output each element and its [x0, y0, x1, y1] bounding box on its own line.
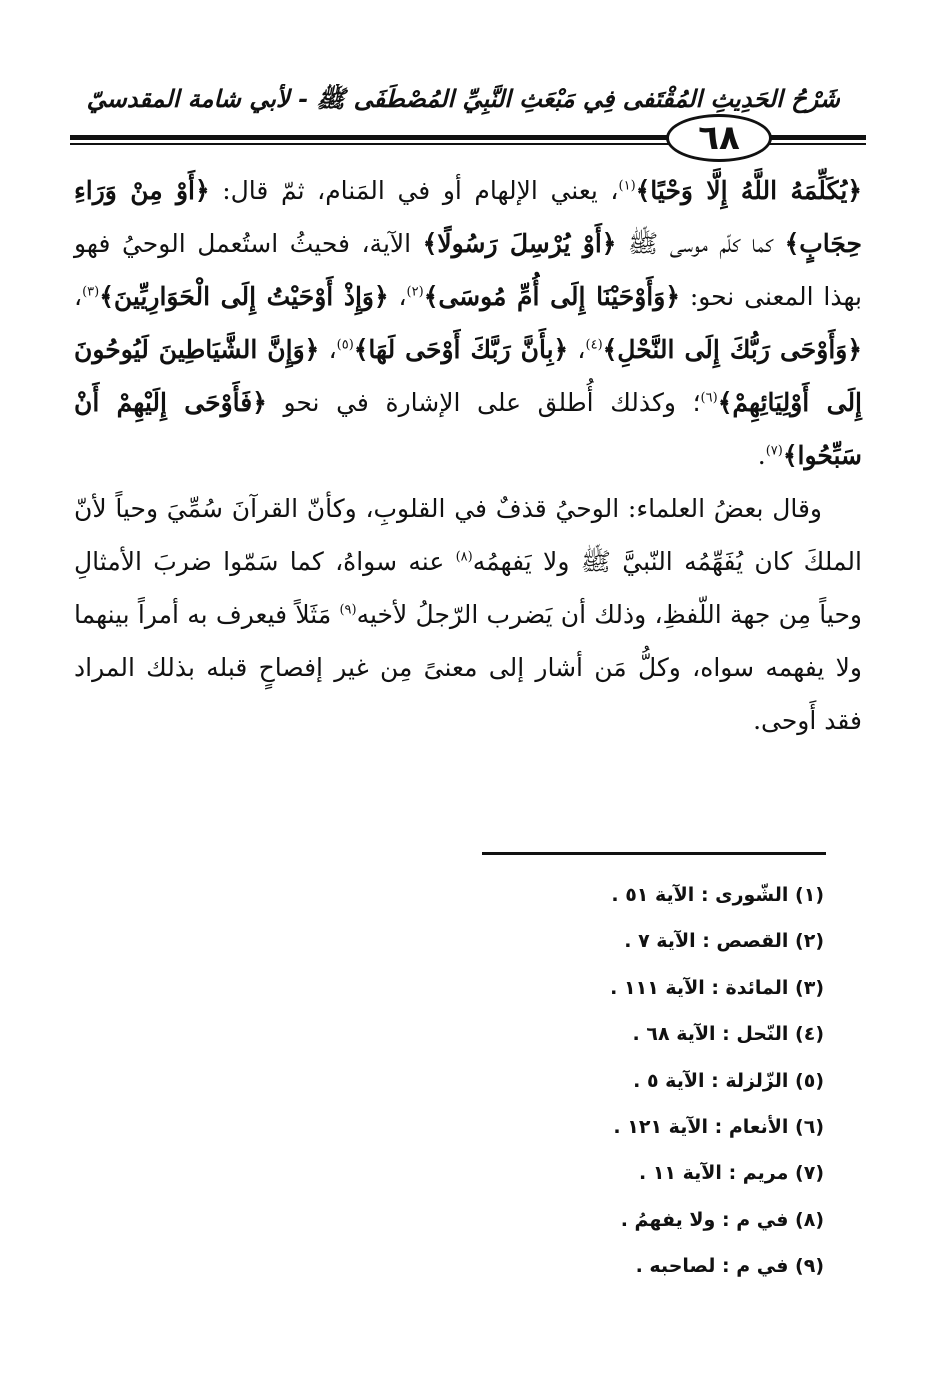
quran-verse: ﴿وَإِذْ أَوْحَيْتُ إِلَى الْحَوَارِيِّينَ﴾ [99, 282, 389, 311]
footnote-ref: (٧) [765, 443, 783, 459]
quran-verse: ﴿وَأَوْحَيْنَا إِلَى أُمِّ مُوسَى﴾ [423, 282, 680, 311]
text-run: مَثَلاً فيعرف به أمراً بينهما ولا يفهمه سواه، وكلُّ مَن أشار إلى معنىً مِن غير إفصاحٍ قبله بذلك المراد فقد أَوحى. [74, 600, 862, 735]
text-run: ؛ وكذلك أُطلق على الإشارة في نحو [266, 388, 701, 417]
quran-verse: ﴿وَإِنَّ الشَّيَاطِينَ لَيُوحُونَ إِلَى أَوْلِيَائِهِمْ﴾ [74, 335, 863, 417]
text-run: . [757, 441, 766, 470]
paragraph-1 [74, 164, 862, 482]
header-rule-right-thin [766, 143, 866, 145]
text-run: ، [568, 335, 586, 364]
footnote-item: (٤) النّحل : الآية ٦٨ . [632, 1023, 824, 1046]
footnote-item: (٧) مريم : الآية ١١ . [638, 1162, 824, 1185]
quran-verse: ﴿أَوْ يُرْسِلَ رَسُولًا﴾ [422, 229, 617, 258]
footnote-ref: (٦) [700, 390, 718, 406]
header-rule-thick [70, 135, 674, 140]
footnote-ref: (٨) [455, 549, 473, 565]
footnotes-list [450, 872, 824, 1290]
footnote-separator [482, 852, 826, 855]
footnote-item: (١) الشّورى : الآية ٥١ . [611, 884, 824, 906]
main-text [74, 164, 862, 747]
quran-verse: ﴿يُكَلِّمَهُ اللَّهُ إِلَّا وَحْيًا﴾ [635, 176, 862, 205]
text-run: ، [74, 282, 83, 311]
footnote-ref: (١) [618, 178, 636, 194]
page-number: ٦٨ [666, 114, 772, 162]
text-run: كما كلّم موسى ﷺ [616, 229, 785, 258]
footnote-ref: (٤) [585, 337, 603, 353]
quran-verse: ﴿وَأَوْحَى رَبُّكَ إِلَى النَّحْلِ﴾ [602, 335, 862, 364]
footnote-item: (٩) في م : لصاحبه . [635, 1255, 824, 1278]
footnote-item: (٨) في م : ولا يفهمُ . [620, 1208, 824, 1231]
footnote-item: (٦) الأنعام : الآية ١٢١ . [613, 1115, 824, 1138]
footnote-item: (٥) الزّلزلة : الآية ٥ . [633, 1069, 824, 1092]
text-run: الآية، فحيثُ استُعمل الوحيُ فهو بهذا المعنى نحو: [74, 229, 862, 311]
header-rule-thin [70, 143, 674, 145]
text-run: عنه سواهُ، كما سَمّوا ضربَ الأمثالِ وحياً مِن جهة اللّفظِ، وذلك أن يَضرب الرّجلُ لأخيه [74, 547, 862, 629]
footnote-ref: (٩) [339, 602, 357, 618]
footnote-item: (٣) المائدة : الآية ١١١ . [610, 976, 824, 999]
text-run: ، [388, 282, 407, 311]
footnote-item: (٢) القصص : الآية ٧ . [624, 930, 824, 953]
footnote-ref: (٥) [336, 337, 354, 353]
quran-verse: ﴿أَوْ مِنْ وَرَاءِ حِجَابٍ﴾ [74, 176, 862, 258]
footnote-ref: (٢) [406, 284, 424, 300]
text-run: ، يعني الإلهام أو في المَنام، ثمّ قال: [209, 176, 619, 205]
paragraph-2 [74, 482, 862, 747]
text-run: وقال بعضُ العلماء: الوحيُ قذفٌ في القلوبِ، وكأنّ القرآنَ سُمِّيَ وحياً لأنّ الملكَ كان يُفَهِّمُه النّبيَّ ﷺ ولا يَفهمُه [74, 494, 862, 576]
text-run: ، [319, 335, 337, 364]
quran-verse: ﴿بِأَنَّ رَبَّكَ أَوْحَى لَهَا﴾ [353, 335, 569, 364]
header-rule-right-thick [766, 135, 866, 140]
footnote-ref: (٣) [82, 284, 100, 300]
quran-verse: ﴿فَأَوْحَى إِلَيْهِمْ أَنْ سَبِّحُوا﴾ [74, 388, 862, 470]
running-title: شَرْحُ الحَدِيثِ المُقْتَفى فِي مَبْعَثِ النَّبِيِّ المُصْطَفَى ﷺ - لأبي شامة المقدسيّ [86, 84, 840, 113]
